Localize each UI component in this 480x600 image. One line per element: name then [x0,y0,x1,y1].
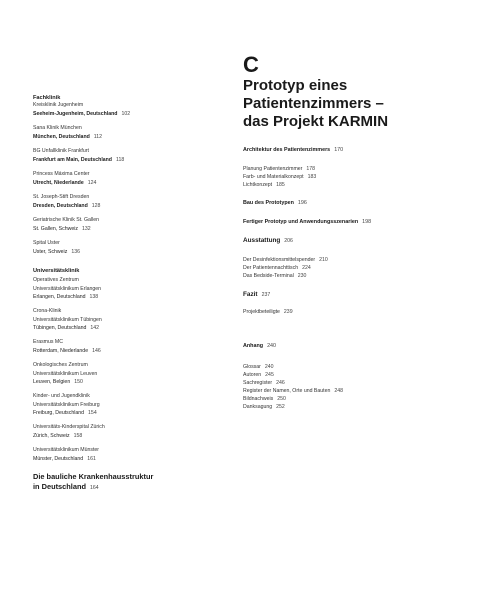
entry-location: Freiburg, Deutschland 154 [33,410,97,417]
entry-location: München, Deutschland 112 [33,133,103,140]
toc-section-bau[interactable]: Bau des Prototypen 196 [243,200,307,206]
toc-entry[interactable] [33,239,80,256]
entry-institution: St. Joseph-Stift Dresden [33,194,90,200]
page-number: 136 [71,248,80,255]
chapter-title-line: das Projekt KARMIN [243,113,389,130]
toc-item[interactable]: Glossar 240 [243,364,274,370]
toc-section-anhang[interactable]: Anhang 240 [243,343,277,349]
page-number: 245 [265,372,274,378]
entry-location: Zürich, Schweiz 158 [33,432,83,439]
entry-institution: BG Unfallklinik Frankfurt [33,148,89,154]
page-number: 196 [297,200,307,206]
chapter-letter: C [243,52,259,77]
page-number: 154 [88,410,97,417]
entry-institution: Princess Máxima Center [33,171,90,177]
section-heading-universitaetsklinik: Universitätsklinik [33,268,80,274]
toc-entry[interactable] [33,193,100,210]
entry-institution: Geriatrische Klinik St. Gallen [33,217,100,223]
toc-item[interactable]: Autoren 245 [243,372,274,378]
entry-location: Tübingen, Deutschland 142 [33,325,100,332]
toc-item[interactable]: Planung Patientenzimmer 178 [243,166,316,172]
toc-item[interactable]: Projektbeteiligte 239 [243,309,293,315]
chapter-title [243,77,388,131]
page-number: 240 [264,364,274,370]
entry-institution: Kinder- und Jugendklinik [33,393,90,399]
page-number: 164 [89,485,99,491]
entry-location: Dresden, Deutschland 128 [33,202,101,209]
toc-entry[interactable] [33,338,101,355]
toc-entry[interactable] [33,276,101,302]
page-number: 246 [276,380,285,386]
page-number: 185 [276,182,285,188]
page-number: 206 [284,238,293,244]
entry-location: St. Gallen, Schweiz 132 [33,225,91,232]
toc-entry[interactable] [33,392,100,418]
entry-location: Frankfurt am Main, Deutschland 118 [33,156,125,163]
toc-section-fazit[interactable]: Fazit 237 [243,291,271,298]
toc-item[interactable]: Der Patientennachttisch 224 [243,265,311,271]
toc-item[interactable]: Danksagung 252 [243,404,285,410]
toc-section-ausstattung[interactable]: Ausstattung 206 [243,237,293,244]
entry-institution: Kreisklinik Jugenheim [33,102,84,108]
entry-institution: Operatives Zentrum [33,277,79,283]
page-number: 118 [115,156,125,163]
toc-item[interactable]: Lichtkonzept 185 [243,182,285,188]
toc-entry[interactable] [33,124,102,141]
page-number: 237 [261,292,271,298]
toc-entry[interactable] [33,446,99,463]
toc-section-fertiger-prototyp[interactable]: Fertiger Prototyp und Anwendungsszenarien 198 [243,219,372,225]
page-number: 224 [302,265,311,271]
page-number: 112 [93,133,103,140]
page-number: 230 [297,273,307,279]
page-number: 142 [90,325,100,332]
toc-item[interactable]: Bildnachweis 250 [243,396,286,402]
page-number: 132 [81,225,91,232]
toc-entry[interactable] [33,101,130,118]
page-number: 248 [334,388,344,394]
chapter-title-line: Patientenzimmers – [243,95,384,112]
page-number: 183 [307,174,317,180]
page-number: 124 [87,179,97,186]
toc-item[interactable]: Der Desinfektionsmittelspender 210 [243,257,328,263]
entry-institution-sub: Universitätsklinikum Freiburg [33,401,100,408]
page-number: 128 [91,202,101,209]
page-number: 138 [89,294,99,301]
toc-item[interactable]: Das Bedside-Terminal 230 [243,273,307,279]
entry-institution: Erasmus MC [33,339,63,345]
page-number: 170 [334,147,344,153]
entry-location: Rotterdam, Niederlande 146 [33,347,101,354]
section-heading-fachklinik: Fachklinik [33,95,61,101]
entry-location: Leuven, Belgien 150 [33,379,83,386]
page-number: 150 [74,379,83,386]
entry-location: Utrecht, Niederlande 124 [33,179,97,186]
entry-institution-sub: Universitätsklinikum Erlangen [33,285,102,292]
toc-entry-krankenhausstruktur[interactable] [33,472,153,493]
entry-institution: Crona-Klinik [33,308,62,314]
page-number: 102 [121,110,131,117]
page-number: 239 [283,309,293,315]
page-number: 210 [319,257,328,263]
toc-item[interactable]: Sachregister 246 [243,380,285,386]
toc-entry[interactable] [33,216,99,233]
page-number: 252 [276,404,285,410]
page-number: 198 [362,219,372,225]
chapter-title-line2: in Deutschland 164 [33,482,99,491]
chapter-title-line: Prototyp eines [243,77,348,94]
page-number: 178 [306,166,316,172]
page-number: 158 [73,432,83,439]
toc-entry[interactable] [33,147,124,164]
entry-institution: Universitäts-Kinderspital Zürich [33,424,105,430]
page-number: 250 [277,396,286,402]
page-number: 161 [87,455,96,462]
entry-institution: Sana Klinik München [33,125,82,131]
page-number: 146 [92,347,101,354]
entry-location: Erlangen, Deutschland 138 [33,294,99,301]
page-number: 240 [267,343,277,349]
entry-institution: Spital Uster [33,240,60,246]
entry-institution-sub: Universitätsklinikum Leuven [33,370,98,377]
entry-location: Münster, Deutschland 161 [33,455,96,462]
chapter-title-line1: Die bauliche Krankenhausstruktur [33,472,154,481]
toc-entry[interactable] [33,361,97,387]
toc-entry[interactable] [33,307,102,333]
toc-section-architektur[interactable]: Architektur des Patientenzimmers 170 [243,147,344,153]
toc-entry[interactable] [33,170,96,187]
entry-location: Seeheim-Jugenheim, Deutschland 102 [33,110,131,117]
entry-location: Uster, Schweiz 136 [33,248,80,255]
entry-institution: Universitätsklinikum Münster [33,447,100,453]
toc-item[interactable]: Register der Namen, Orte und Bauten 248 [243,388,344,394]
toc-entry[interactable] [33,423,105,440]
entry-institution-sub: Universitätsklinikum Tübingen [33,316,102,323]
entry-institution: Onkologisches Zentrum [33,362,88,368]
toc-item[interactable]: Farb- und Materialkonzept 183 [243,174,317,180]
